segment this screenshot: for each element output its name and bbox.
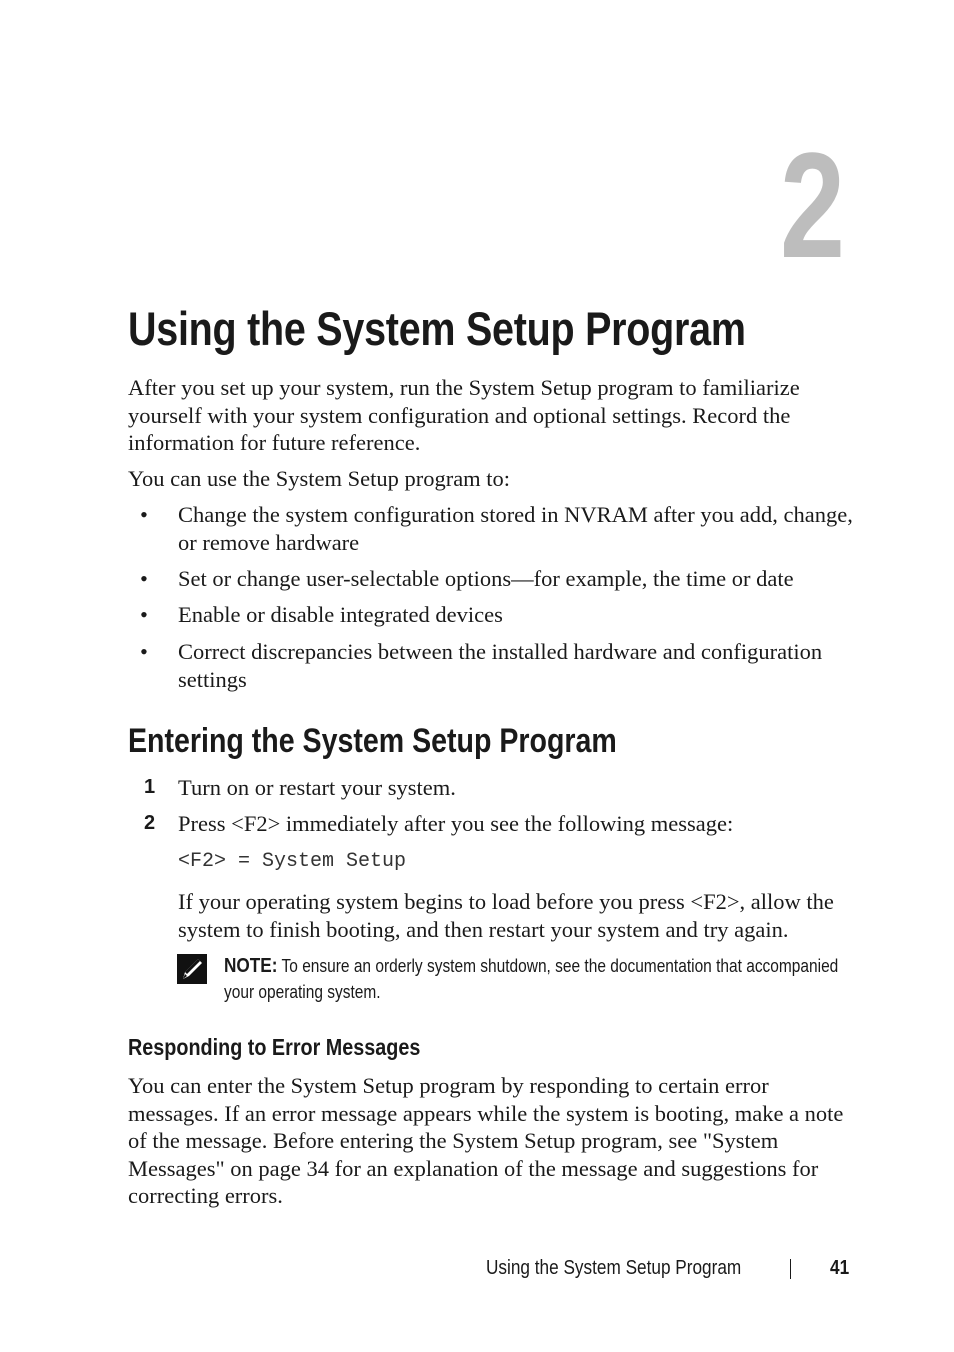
list-item-text: Change the system configuration stored in NVRAM after you add, change, or remove hardware [178, 502, 853, 555]
list-item-text: Enable or disable integrated devices [178, 602, 503, 627]
note-body: To ensure an orderly system shutdown, see the documentation that accompanied your operating system. [224, 956, 839, 1002]
chapter-title: Using the System Setup Program [128, 302, 746, 355]
note-block [224, 954, 864, 1005]
bullet-marker: • [140, 639, 148, 664]
responding-paragraph: You can enter the System Setup program by responding to certain error messages. If an error message appears while the system is booting, make a note of the message. Before entering the System Setup program, see "System Messages" on page 34 for an explanation of the message and suggestions for correcting errors. [128, 1073, 844, 1208]
footer-title: Using the System Setup Program [486, 1257, 742, 1279]
footer-divider [790, 1259, 791, 1279]
bullet-marker: • [140, 502, 148, 527]
list-item-text: Correct discrepancies between the installed hardware and configuration settings [178, 639, 823, 692]
section-heading-entering: Entering the System Setup Program [128, 722, 617, 760]
note-label: NOTE: [224, 955, 278, 977]
subsection-heading-responding: Responding to Error Messages [128, 1034, 421, 1060]
page-number: 41 [830, 1257, 850, 1279]
bullet-marker: • [140, 602, 148, 627]
followup-paragraph: If your operating system begins to load before you press <F2>, allow the system to finish booting, and then restart your system and try again. [178, 889, 834, 942]
chapter-number: 2 [780, 121, 846, 289]
pencil-note-icon [177, 954, 207, 984]
step-text: Press <F2> immediately after you see the following message: [178, 811, 734, 836]
code-message: <F2> = System Setup [178, 850, 407, 873]
lead-paragraph: You can use the System Setup program to: [128, 466, 511, 491]
intro-paragraph: After you set up your system, run the System Setup program to familiarize yourself with your system configuration and optional settings. Record the information for future reference. [128, 375, 800, 455]
list-item-text: Set or change user-selectable options—for example, the time or date [178, 566, 794, 591]
step-number: 2 [144, 812, 156, 834]
step-number: 1 [144, 776, 156, 798]
step-text: Turn on or restart your system. [178, 775, 456, 800]
bullet-marker: • [140, 566, 148, 591]
